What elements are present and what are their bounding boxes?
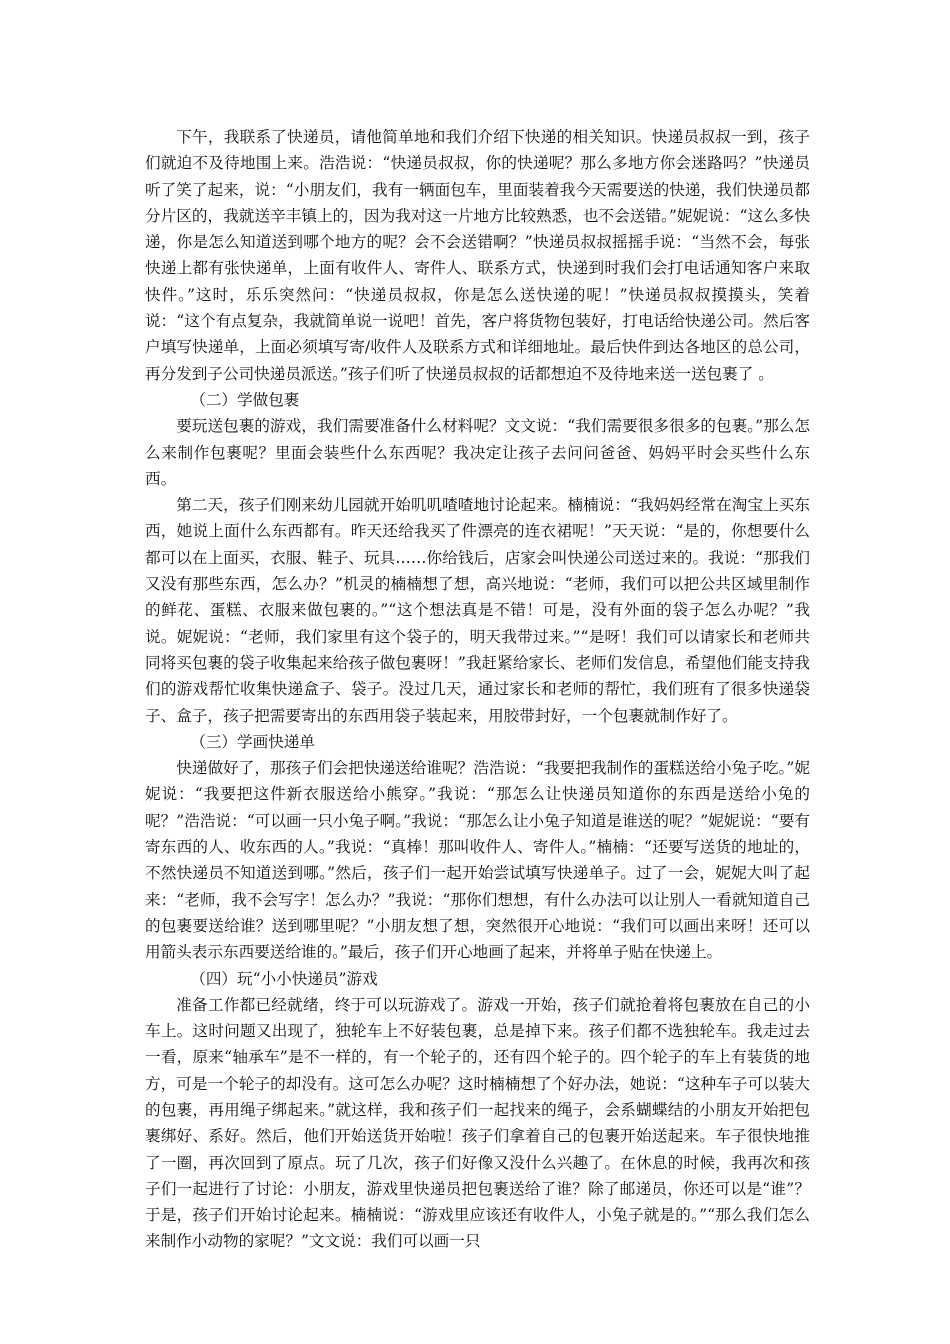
section-heading-play-game: （四）玩“小小快递员”游戏: [190, 969, 378, 988]
section-heading-draw-waybill: （三）学画快递单: [190, 732, 315, 751]
paragraph-courier-visit: 下午，我联系了快递员，请他简单地和我们介绍下快递的相关知识。快递员叔叔一到，孩子们就迫不及待地围上来。浩浩说：“快递员叔叔，你的快递呢？那么多地方你会迷路吗？”快递员听了笑了起来，说：“小朋友们，我有一辆面包车，里面装着我今天需要送的快递，我们快递员都分片区的，我就送辛丰镇上的，因为我对这一片地方比较熟悉，也不会送错。”妮妮说：“这么多快递，你是怎么知道送到哪个地方的呢？会不会送错啊？”快递员叔叔摇摇手说：“当然不会，每张快递上都有张快递单，上面有收件人、寄件人、联系方式，快递到时我们会打电话通知客户来取快件。”这时，乐乐突然问：“快递员叔叔，你是怎么送快递的呢！”快递员叔叔摸摸头，笑着说：“这个有点复杂，我就简单说一说吧！首先，客户将货物包装好，打电话给快递公司。然后客户填写快递单，上面必须填写寄/收件人及联系方式和详细地址。最后快件到达各地区的总公司，再分发到子公司快递员派送。”孩子们听了快递员叔叔的话都想迫不及待地来送一送包裹了 。: [145, 128, 810, 383]
paragraph-materials: 要玩送包裹的游戏，我们需要准备什么材料呢？文文说：“我们需要很多很多的包裹。”那么怎么来制作包裹呢？里面会装些什么东西呢？我决定让孩子去问问爸爸、妈妈平时会买些什么东西。: [145, 417, 810, 488]
section-heading-make-parcel: （二）学做包裹: [190, 390, 300, 409]
paragraph-waybill: 快递做好了，那孩子们会把快递送给谁呢？浩浩说：“我要把我制作的蛋糕送给小兔子吃。”妮妮说：“我要把这件新衣服送给小熊穿。”我说：“那怎么让快递员知道你的东西是送给小兔的呢？”浩浩说：“可以画一只小兔子啊。”我说：“那怎么让小兔子知道是谁送的呢？”妮妮说：“要有寄东西的人、收东西的人。”我说：“真棒！那叫收件人、寄件人。”楠楠：“还要写送货的地址的，不然快递员不知道送到哪。”然后，孩子们一起开始尝试填写快递单子。过了一会，妮妮大叫了起来：“老师，我不会写字！怎么办？”我说：“那你们想想，有什么办法可以让别人一看就知道自己的包裹要送给谁？送到哪里呢？”小朋友想了想，突然很开心地说：“我们可以画出来呀！还可以用箭头表示东西要送给谁的。”最后，孩子们开心地画了起来，并将单子贴在快递上。: [145, 759, 810, 962]
document-body: [145, 124, 810, 1255]
paragraph-game: 准备工作都已经就绪，终于可以玩游戏了。游戏一开始，孩子们就抢着将包裹放在自己的小车上。这时问题又出现了，独轮车上不好装包裹，总是掉下来。孩子们都不选独轮车。我走过去一看，原来“轴承车”是不一样的，有一个轮子的，还有四个轮子的。四个轮子的车上有装货的地方，可是一个轮子的却没有。这可怎么办呢？这时楠楠想了个好办法，她说：“这种车子可以装大的包裹，再用绳子绑起来。”就这样，我和孩子们一起找来的绳子，会系蝴蝶结的小朋友开始把包裹绑好、系好。然后，他们开始送货开始啦！孩子们拿着自己的包裹开始送起来。车子很快地推了一圈，再次回到了原点。玩了几次，孩子们好像又没什么兴趣了。在休息的时候，我再次和孩子们一起进行了讨论：小朋友，游戏里快递员把包裹送给了谁？除了邮递员，你还可以是“谁”？于是，孩子们开始讨论起来。楠楠说：“游戏里应该还有收件人，小兔子就是的。”“那么我们怎么来制作小动物的家呢？”文文说：我们可以画一只: [145, 995, 810, 1251]
paragraph-next-day: 第二天，孩子们刚来幼儿园就开始叽叽喳喳地讨论起来。楠楠说：“我妈妈经常在淘宝上买东西，她说上面什么东西都有。昨天还给我买了件漂亮的连衣裙呢！”天天说：“是的，你想要什么都可以在上面买，衣服、鞋子、玩具……你给钱后，店家会叫快递公司送过来的。我说：“那我们又没有那些东西，怎么办？”机灵的楠楠想了想，高兴地说：“老师，我们可以把公共区域里制作的鲜花、蛋糕、衣服来做包裹的。”“这个想法真是不错！可是，没有外面的袋子怎么办呢？”我说。妮妮说：“老师，我们家里有这个袋子的，明天我带过来。”“是呀！我们可以请家长和老师共同将买包裹的袋子收集起来给孩子做包裹呀！”我赶紧给家长、老师们发信息，希望他们能支持我们的游戏帮忙收集快递盒子、袋子。没过几天，通过家长和老师的帮忙，我们班有了很多快递袋子、盒子，孩子把需要寄出的东西用袋子装起来，用胶带封好，一个包裹就制作好了。: [145, 496, 810, 725]
